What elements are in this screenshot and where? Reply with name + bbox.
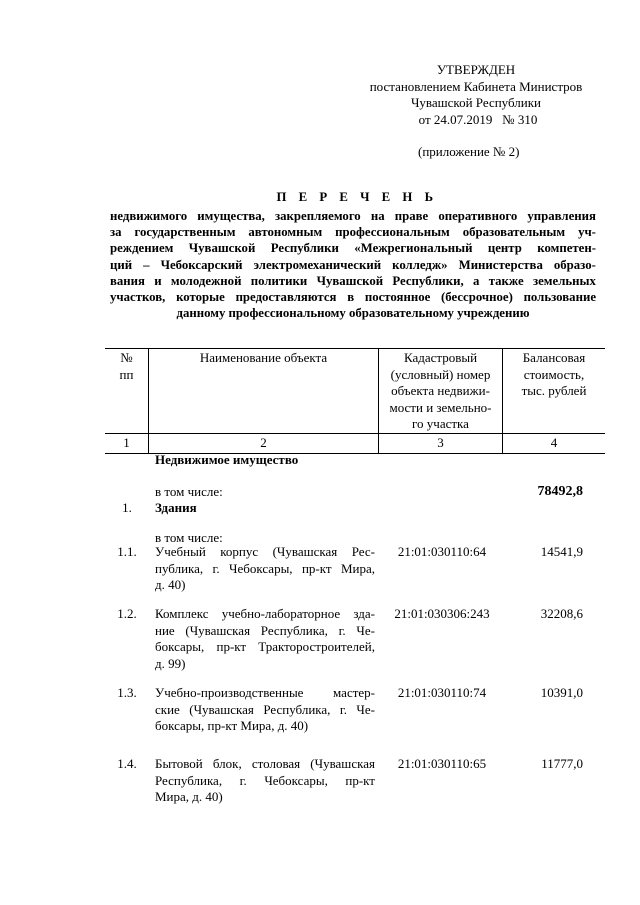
row-number: 1.1. — [117, 544, 137, 559]
row-name-word: г. — [239, 772, 247, 788]
row-name-word: (Чувашская — [189, 701, 254, 717]
row-name-word: Тракторостроителей, — [258, 639, 375, 654]
subtitle-word: колледж» — [392, 257, 448, 272]
row-name-word: г. — [212, 560, 220, 576]
subtitle-word: профессиональным — [335, 225, 450, 240]
header-cadastral-number: Кадастровый (условный) номер объекта недвижи- мости и земельно- го участка — [379, 349, 503, 433]
group-number: 1. — [122, 500, 132, 515]
row-name-word: ские — [155, 701, 180, 717]
subtitle-word: оперативного — [438, 209, 518, 223]
row-balance-value: 32208,6 — [540, 606, 583, 621]
subtitle-word: и — [154, 273, 162, 288]
row-number: 1.3. — [117, 685, 137, 700]
row-name-word: Республика, — [263, 701, 331, 717]
row-name-line — [155, 561, 375, 578]
row-name-word: Чебоксары, — [229, 560, 293, 576]
row-name-word: Республика, — [155, 772, 223, 788]
subtitle-word: земельных — [532, 273, 596, 288]
row-name-word: пр-кт — [216, 639, 247, 654]
subtitle-word: праве — [394, 209, 429, 223]
subtitle-word: центр — [487, 241, 522, 256]
subtitle-line — [110, 257, 596, 273]
row-balance-value: 14541,9 — [540, 544, 583, 559]
subtitle-word: Республики, — [392, 273, 464, 288]
header-balance-value: Балансовая стоимость, тыс. рублей — [521, 350, 587, 398]
row-name-word: г. — [338, 622, 346, 638]
row-name-word: Чебоксары, — [264, 772, 328, 788]
table-header-row — [105, 348, 605, 434]
row-name-word: Комплекс — [155, 606, 209, 621]
subtitle-word: управления — [527, 209, 596, 223]
subtitle-word: закрепляемого — [275, 209, 361, 223]
subtitle-line — [110, 240, 596, 256]
subtitle-line — [110, 224, 596, 240]
subtitle-word: Министерства — [458, 257, 543, 272]
row-name-word: г. — [339, 701, 347, 717]
subtitle-word: на — [370, 209, 385, 223]
subtitle-word: Чебоксарский — [160, 257, 243, 272]
row-name-line — [155, 544, 375, 561]
row-name-line — [155, 606, 375, 623]
row-number: 1.4. — [117, 756, 137, 771]
row-object-name — [155, 685, 375, 735]
subtitle-word: а — [473, 273, 480, 288]
row-name-line — [155, 756, 375, 773]
row-name-word: зда- — [353, 606, 375, 621]
column-number: 4 — [550, 435, 558, 450]
header-number: № пп — [105, 349, 149, 433]
subtitle-word: в — [347, 289, 355, 304]
row-name-line: д. 99) — [155, 655, 186, 671]
row-name-word: публика, — [155, 560, 204, 576]
subtitle-line — [110, 273, 596, 289]
row-name-word: Рес- — [351, 544, 375, 559]
row-name-word: мастер- — [333, 685, 375, 700]
row-name-word: Че- — [356, 622, 375, 638]
row-name-line — [155, 773, 375, 790]
subtitle-line — [110, 208, 596, 224]
row-name-word: (Чувашская — [310, 756, 375, 771]
row-name-word: боксары, — [155, 639, 205, 654]
subtitle-word: Чувашской — [316, 273, 384, 288]
row-name-word: (Чувашская — [185, 622, 251, 638]
approval-block — [345, 62, 607, 128]
subtitle-word: реждением — [110, 241, 174, 256]
group-title: Здания — [155, 500, 197, 515]
subtitle-word: «Межрегиональный — [354, 241, 473, 256]
row-name-line — [155, 685, 375, 702]
row-name-word: пр-кт — [345, 772, 375, 788]
subtitle-word: образо- — [553, 257, 596, 272]
subtitle-line — [110, 289, 596, 305]
row-cadastral-number: 21:01:030306:243 — [394, 606, 490, 621]
subtitle-word: государственным — [134, 225, 236, 240]
appendix-label: (приложение № 2) — [418, 144, 520, 159]
subtitle-word: вания — [110, 273, 145, 288]
subtitle-word: компетен- — [537, 241, 596, 256]
property-table — [105, 348, 605, 804]
column-number: 2 — [149, 434, 379, 453]
subtitle-word: автономным — [248, 225, 323, 240]
row-balance-value: 10391,0 — [540, 685, 583, 700]
row-name-word: блок, — [212, 756, 242, 771]
subtitle-word: – — [143, 257, 150, 272]
subtitle-word: которые — [176, 289, 225, 304]
subtitle-word: также — [488, 273, 524, 288]
row-object-name — [155, 606, 375, 672]
subtitle-word: Республики — [270, 241, 339, 256]
subtitle-word: ций — [110, 257, 133, 272]
row-name-word: (Чувашская — [272, 544, 338, 559]
subtitle-word: (бессрочное) — [441, 289, 513, 304]
row-object-name — [155, 756, 375, 806]
row-name-word: Республика, — [260, 622, 328, 638]
header-object-name: Наименование объекта — [149, 349, 379, 433]
row-name-line: д. 40) — [155, 577, 186, 592]
row-cadastral-number: 21:01:030110:64 — [397, 544, 487, 559]
row-cadastral-number: 21:01:030110:74 — [397, 685, 487, 700]
row-name-word: Учебный — [155, 544, 206, 559]
column-number: 1 — [105, 434, 149, 453]
row-name-word: ние — [155, 622, 175, 638]
row-name-line — [155, 639, 375, 656]
document-heading — [110, 190, 596, 321]
approval-title: УТВЕРЖДЕН — [436, 62, 516, 77]
subtitle-word: пользование — [523, 289, 596, 304]
subtitle-word: за — [110, 225, 122, 240]
row-name-word: корпус — [220, 544, 259, 559]
subtitle-word: молодежной — [170, 273, 242, 288]
subtitle-word: недвижимого — [110, 209, 188, 223]
row-name-line: боксары, пр-кт Мира, д. 40) — [155, 718, 309, 733]
row-name-word: учебно-лабораторное — [221, 606, 341, 621]
row-balance-value: 11777,0 — [541, 756, 583, 771]
row-name-line — [155, 702, 375, 719]
subtitle-word: электромеханический — [253, 257, 382, 272]
row-number: 1.2. — [117, 606, 137, 621]
row-name-line — [155, 623, 375, 640]
subtitle-word: уч- — [578, 225, 596, 240]
row-name-word: пр-кт — [301, 560, 332, 576]
section-title: Недвижимое имущество — [155, 452, 299, 467]
subtitle-word: имущества, — [197, 209, 265, 223]
row-name-word: столовая — [251, 756, 301, 771]
row-object-name — [155, 544, 375, 594]
approval-date-number: от 24.07.2019 № 310 — [418, 111, 538, 127]
document-subtitle — [110, 208, 596, 321]
section-including-label: в том числе: — [155, 484, 223, 499]
subtitle-word: образовательным — [462, 225, 566, 240]
approval-authority: постановлением Кабинета Министров — [369, 78, 583, 94]
subtitle-word: участков, — [110, 289, 166, 304]
row-name-word: Че- — [356, 701, 375, 717]
document-title: П Е Р Е Ч Е Н Ь — [276, 190, 438, 204]
subtitle-word: политики — [250, 273, 308, 288]
row-name-line: Мира, д. 40) — [155, 789, 223, 804]
group-including-label: в том числе: — [155, 530, 223, 545]
row-name-word: Бытовой — [155, 756, 203, 771]
subtitle-line: данному профессиональному образовательному учреждению — [176, 306, 530, 321]
approval-republic: Чувашской Республики — [410, 95, 542, 110]
column-number: 3 — [379, 434, 503, 453]
row-name-word: Мира, — [340, 560, 375, 576]
section-total-value: 78492,8 — [537, 484, 583, 499]
subtitle-word: предоставляются — [235, 289, 337, 304]
subtitle-word: Чувашской — [188, 241, 256, 256]
row-cadastral-number: 21:01:030110:65 — [397, 756, 487, 771]
table-column-numbers — [105, 434, 605, 454]
subtitle-word: постоянное — [364, 289, 431, 304]
row-name-word: Учебно-производственные — [155, 685, 304, 700]
